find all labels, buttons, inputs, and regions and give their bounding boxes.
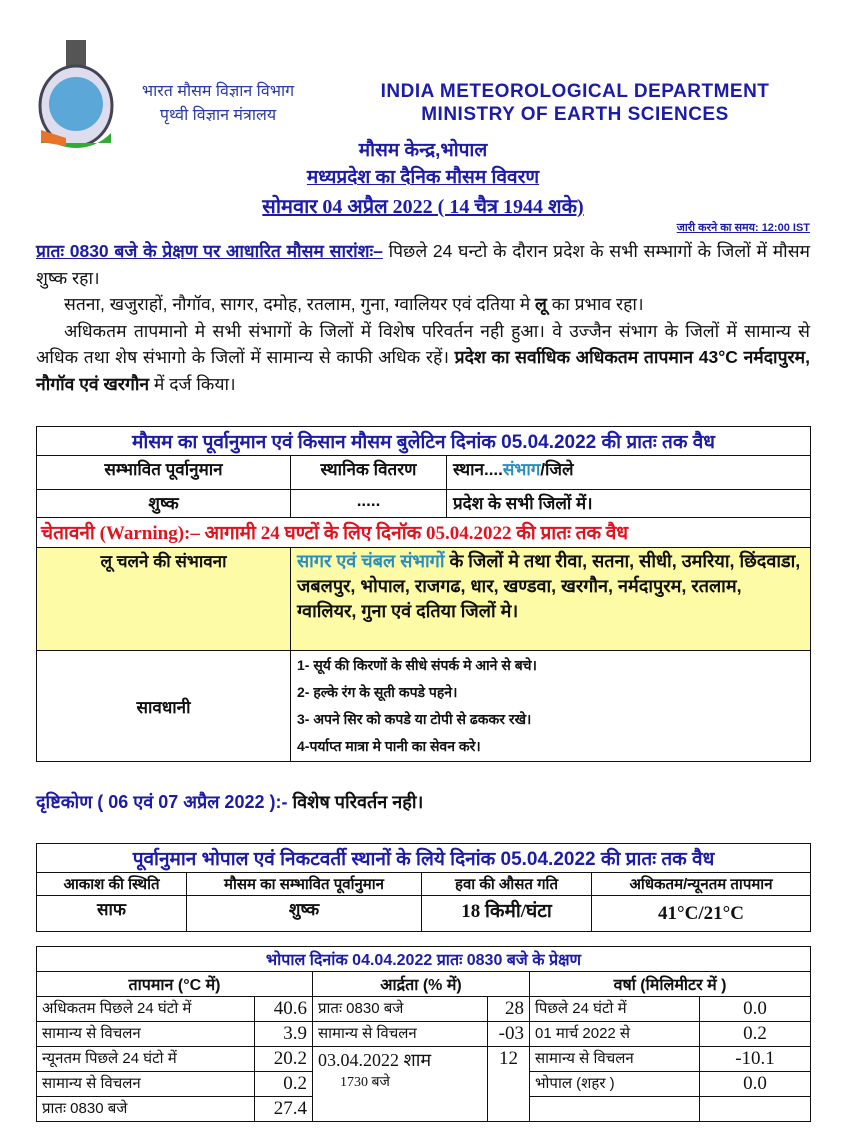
observation-title: भोपाल दिनांक 04.04.2022 प्रातः 0830 बजे के प्रेक्षण [37,947,811,972]
temp-label: न्यूनतम पिछले 24 घंटो में [37,1047,255,1072]
header-distribution: स्थानिक वितरण [291,456,447,490]
hindi-ministry: पृथ्वी विज्ञान मंत्रालय [159,107,277,124]
bhopal-forecast-table [36,843,811,932]
summary-p2: सतना, खजुराहों, नौगॉव, सागर, दमोह, रतलाम, गुना, ग्वालियर एवं दतिया मे [64,294,536,314]
rain-label: सामान्य से विचलन [530,1047,700,1072]
temp-label: अधिकतम पिछले 24 घंटो में [37,997,255,1022]
department-hindi-name [128,80,308,128]
summary-p3-bold: प्रदेश का सर्वाधिक अधिकतम तापमान 43°C नर्मदापुरम, नौगॉव एवं खरगौन [36,347,810,394]
rain-value: 0.0 [700,1072,811,1097]
humidity-label: सामान्य से विचलन [313,1022,488,1047]
rain-header: वर्षा (मिलिमीटर में ) [530,972,811,997]
humidity-value: 12 [488,1047,530,1122]
hindi-dept: भारत मौसम विज्ञान विभाग [141,83,295,100]
rain-value: 0.2 [700,1022,811,1047]
header-sky: आकाश की स्थिति [37,873,187,896]
header-forecast: सम्भावित पूर्वानुमान [37,456,291,490]
temp-value: 41°C/21°C [592,896,811,932]
humidity-header: आर्द्रता (% में) [313,972,530,997]
heatwave-districts: के जिलों मे तथा रीवा, सतना, सीधी, उमरिया, छिंदवाडा, जबलपुर, भोपाल, राजगढ, धार, खण्डवा, खरगौन, नर्मदापुरम, रतलाम, ग्वालियर, गुना एवं दतिया जिलों मे। [297,551,801,621]
rain-label: पिछले 24 घंटो में [530,997,700,1022]
warning-heading: चेतावनी (Warning):– आगामी 24 घण्टों के लिए दिनॉक 05.04.2022 की प्रातः तक वैध [37,518,811,548]
report-date-text: सोमवार 04 अप्रैल 2022 ( 14 चैत्र 1944 शके) [262,196,584,218]
summary-p1: पिछले 24 घन्टो के दौरान प्रदेश के सभी सम्भागों के जिलों में मौसम शुष्क रहा। [36,241,810,288]
header-temp: अधिकतम/न्यूनतम तापमान [592,873,811,896]
report-date [0,192,846,219]
temp-label: प्रातः 0830 बजे [37,1097,255,1122]
location-value: प्रदेश के सभी जिलों में। [447,490,811,518]
humidity-evening-time: 1730 बजे [340,1075,390,1090]
humidity-value: 28 [488,997,530,1022]
division-label: संभाग [502,460,541,479]
forecast-value: शुष्क [37,490,291,518]
heatwave-divisions: सागर एवं चंबल संभागों [297,551,445,571]
header-weather: मौसम का सम्भावित पूर्वानुमान [187,873,422,896]
heatwave-areas [291,548,811,651]
temp-label: सामान्य से विचलन [37,1022,255,1047]
empty-cell [530,1097,700,1122]
outlook-text: विशेष परिवर्तन नही। [287,792,424,812]
humidity-label: प्रातः 0830 बजे [313,997,488,1022]
header-wind: हवा की औसत गति [422,873,592,896]
forecast-table [36,426,811,762]
report-title [0,163,846,189]
weather-value: शुष्क [187,896,422,932]
temp-value: 3.9 [255,1022,313,1047]
english-ministry: MINISTRY OF EARTH SCIENCES [421,104,729,125]
temp-value: 0.2 [255,1072,313,1097]
rain-value: 0.0 [700,997,811,1022]
temp-value: 20.2 [255,1047,313,1072]
heatwave-label: लू चलने की संभावना [37,548,291,651]
outlook-label: दृष्टिकोण ( 06 एवं 07 अप्रैल 2022 ):- [36,792,288,812]
header-location [447,456,811,490]
outlook [36,790,423,814]
forecast-table-title: मौसम का पूर्वानुमान एवं किसान मौसम बुलेटिन दिनांक 05.04.2022 की प्रातः तक वैध [37,427,811,456]
summary-p3: अधिकतम तापमानो मे सभी संभागों के जिलों में विशेष परिवर्तन नही हुआ। वे उज्जैन संभाग के जिलों में सामान्य से अधिक तथा शेष संभागो के जिलों में सामान्य से काफी अधिक रहें। [36,320,810,367]
humidity-evening-label [313,1047,488,1122]
rain-value: -10.1 [700,1047,811,1072]
summary-heading: प्रातः 0830 बजे के प्रेक्षण पर आधारित मौसम सारांशः– [36,241,383,261]
summary-p2-end: का प्रभाव रहा। [546,294,644,314]
district-label: /जिले [540,460,574,479]
temp-label: सामान्य से विचलन [37,1072,255,1097]
department-english-name [330,80,820,126]
distribution-value: ..... [291,490,447,518]
precaution-item: 4-पर्याप्त मात्रा मे पानी का सेवन करे। [297,738,481,754]
empty-cell [700,1097,811,1122]
temp-value: 40.6 [255,997,313,1022]
temp-header: तापमान (°C में) [37,972,313,997]
location-label: स्थान.... [453,460,503,479]
sky-value: साफ [37,896,187,932]
weather-summary [36,238,810,397]
wind-value: 18 किमी/घंटा [422,896,592,932]
summary-p2-bold: लू [535,294,547,314]
english-dept: INDIA METEOROLOGICAL DEPARTMENT [380,81,770,102]
rain-label: 01 मार्च 2022 से [530,1022,700,1047]
summary-p3-end: में दर्ज किया। [149,373,236,394]
bhopal-observation-table [36,946,811,1122]
humidity-value: -03 [488,1022,530,1047]
rain-label: भोपाल (शहर ) [530,1072,700,1097]
precaution-item: 3- अपने सिर को कपडे या टोपी से ढककर रखे। [297,711,532,727]
bhopal-forecast-title: पूर्वानुमान भोपाल एवं निकटवर्ती स्थानों के लिये दिनांक 05.04.2022 की प्रातः तक वैध [37,844,811,873]
humidity-evening-date: 03.04.2022 शाम [318,1050,432,1070]
precaution-item: 2- हल्के रंग के सूती कपडे पहने। [297,684,458,700]
temp-value: 27.4 [255,1097,313,1122]
precaution-list [291,651,811,762]
precaution-label: सावधानी [37,651,291,762]
issue-time: जारी करने का समय: 12:00 IST [676,222,810,234]
precaution-item: 1- सूर्य की किरणों के सीधे संपर्क मे आने से बचे। [297,657,537,673]
report-title-text: मध्यप्रदेश का दैनिक मौसम विवरण [306,167,540,188]
centre-name: मौसम केन्द्र,भोपाल [358,140,488,161]
